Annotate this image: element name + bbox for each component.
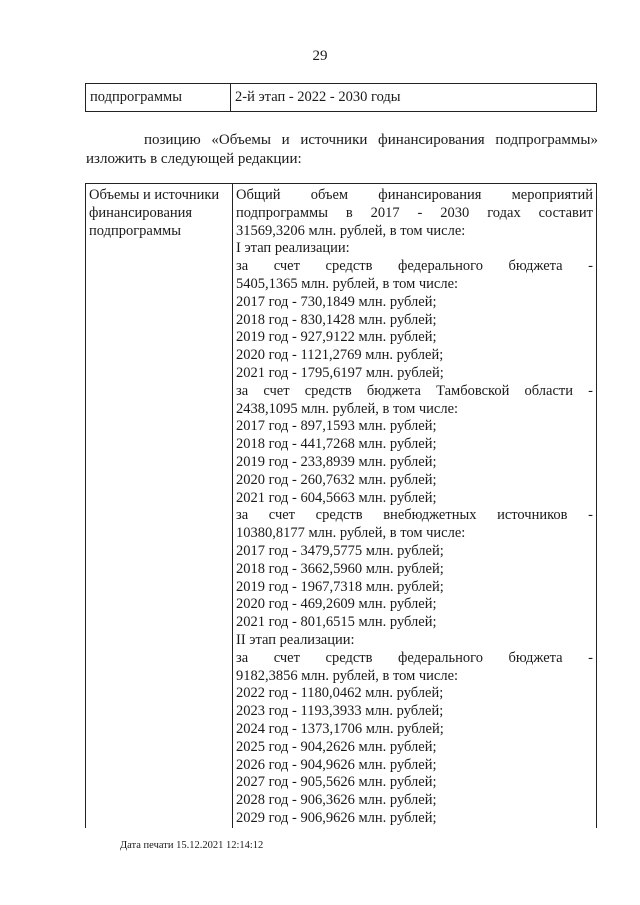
funding-line: Общий объем финансирования мероприятий (236, 187, 593, 203)
label-line: подпрограммы (89, 222, 181, 239)
funding-line: 2026 год - 904,9626 млн. рублей; (236, 756, 437, 773)
stage-table-value: 2-й этап - 2022 - 2030 годы (231, 84, 597, 112)
funding-line: 2024 год - 1373,1706 млн. рублей; (236, 720, 444, 737)
funding-line: 2019 год - 927,9122 млн. рублей; (236, 329, 437, 346)
funding-line: 2020 год - 1121,2769 млн. рублей; (236, 347, 444, 364)
funding-line: 2029 год - 906,9626 млн. рублей; (236, 809, 437, 826)
stage-table (85, 83, 597, 112)
funding-line: 2025 год - 904,2626 млн. рублей; (236, 738, 437, 755)
instruction-paragraph (86, 131, 598, 169)
funding-line: 2017 год - 3479,5775 млн. рублей; (236, 542, 444, 559)
funding-line: 2023 год - 1193,3933 млн. рублей; (236, 703, 444, 720)
stage-table-label: подпрограммы (86, 84, 231, 112)
funding-line: 31569,3206 млн. рублей, в том числе: (236, 222, 466, 239)
page-number: 29 (312, 48, 328, 64)
label-line: Объемы и источники (89, 187, 220, 203)
funding-line: 2020 год - 469,2609 млн. рублей; (236, 596, 437, 613)
funding-line: за счет средств федерального бюджета - (236, 258, 593, 275)
funding-line: 2019 год - 233,8939 млн. рублей; (236, 453, 437, 470)
funding-line: за счет средств внебюджетных источников - (236, 507, 593, 524)
funding-line: 2018 год - 3662,5960 млн. рублей; (236, 560, 444, 577)
funding-line: I этап реализации: (236, 240, 350, 257)
funding-line: 2018 год - 830,1428 млн. рублей; (236, 311, 437, 328)
funding-line: 2021 год - 801,6515 млн. рублей; (236, 614, 437, 631)
print-date-footer: Дата печати 15.12.2021 12:14:12 (120, 840, 264, 851)
funding-line: 2020 год - 260,7632 млн. рублей; (236, 471, 437, 488)
funding-line: 2438,1095 млн. рублей, в том числе: (236, 400, 459, 417)
funding-line: 2018 год - 441,7268 млн. рублей; (236, 436, 437, 453)
funding-line: 9182,3856 млн. рублей, в том числе: (236, 667, 459, 684)
instruction-line-2: изложить в следующей редакции: (86, 151, 302, 167)
funding-line: II этап реализации: (236, 631, 355, 648)
funding-line: 2028 год - 906,3626 млн. рублей; (236, 792, 437, 809)
funding-line: 2017 год - 730,1849 млн. рублей; (236, 293, 437, 310)
instruction-line-1: позицию «Объемы и источники финансирования подпрограммы» (144, 132, 598, 148)
funding-line: 2021 год - 1795,6197 млн. рублей; (236, 364, 444, 381)
funding-table (85, 183, 597, 828)
funding-line: 2019 год - 1967,7318 млн. рублей; (236, 578, 444, 595)
funding-table-content (233, 184, 597, 828)
label-line: финансирования (89, 204, 193, 221)
funding-line: 10380,8177 млн. рублей, в том числе: (236, 525, 466, 542)
funding-line: подпрограммы в 2017 - 2030 годах составит (236, 204, 593, 221)
funding-line: 2027 год - 905,5626 млн. рублей; (236, 774, 437, 791)
funding-line: 2021 год - 604,5663 млн. рублей; (236, 489, 437, 506)
funding-line: 2017 год - 897,1593 млн. рублей; (236, 418, 437, 435)
funding-line: 5405,1365 млн. рублей, в том числе: (236, 275, 459, 292)
funding-table-label (86, 184, 233, 828)
funding-line: 2022 год - 1180,0462 млн. рублей; (236, 685, 444, 702)
funding-line: за счет средств федерального бюджета - (236, 649, 593, 666)
funding-line: за счет средств бюджета Тамбовской области - (236, 382, 593, 399)
